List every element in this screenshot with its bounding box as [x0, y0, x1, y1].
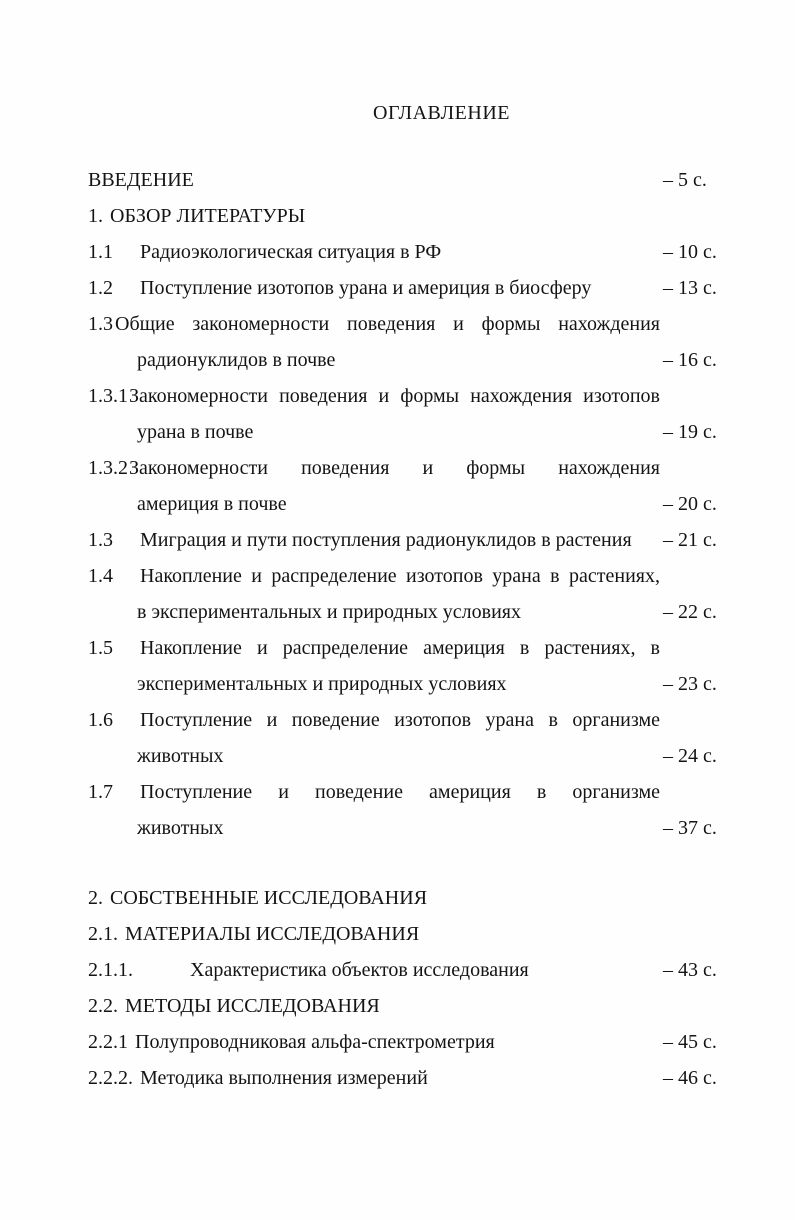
entry-number: 1.1	[88, 240, 113, 263]
table-of-contents	[0, 162, 795, 1096]
toc-entry-1-3-line1	[88, 306, 733, 342]
toc-entry-1-4-line1	[88, 558, 733, 594]
entry-number: 1.4	[88, 564, 113, 587]
toc-entry-1-3-2-line2	[88, 486, 733, 522]
entry-number: 1.6	[88, 708, 113, 731]
toc-entry-2-2-1	[88, 1024, 733, 1060]
entry-text-continuation: америция в почве	[137, 492, 287, 515]
entry-text-continuation: животных	[137, 744, 224, 767]
entry-text: МЕТОДЫ ИССЛЕДОВАНИЯ	[125, 994, 380, 1017]
toc-entry-1-6-line2	[88, 738, 733, 774]
toc-entry-2-1-1	[88, 952, 733, 988]
entry-number: 2.	[88, 886, 103, 909]
entry-text: Поступление изотопов урана и америция в биосферу	[140, 276, 592, 299]
entry-page: – 23 с.	[663, 672, 717, 695]
entry-text: Радиоэкологическая ситуация в РФ	[140, 240, 442, 263]
entry-text: Полупроводниковая альфа-спектрометрия	[135, 1030, 495, 1053]
toc-entry-1-5-line2	[88, 666, 733, 702]
toc-entry-vvedenie	[88, 162, 733, 198]
entry-number: 2.1.	[88, 922, 118, 945]
entry-page: – 13 с.	[663, 276, 717, 299]
toc-entry-1-1	[88, 234, 733, 270]
toc-entry-1-3-migration	[88, 522, 733, 558]
entry-page: – 16 с.	[663, 348, 717, 371]
entry-text-continuation: в экспериментальных и природных условиях	[137, 600, 521, 623]
entry-number: 1.7	[88, 780, 113, 803]
entry-page: – 37 с.	[663, 816, 717, 839]
entry-page: – 21 с.	[663, 528, 717, 551]
entry-number: 2.1.1.	[88, 958, 133, 981]
toc-entry-1-7-line1	[88, 774, 733, 810]
entry-text: Поступление и поведение изотопов урана в организме	[140, 708, 660, 731]
entry-page: – 20 с.	[663, 492, 717, 515]
toc-entry-1-3-1-line2	[88, 414, 733, 450]
entry-text: Закономерности поведения и формы нахождения изотопов	[129, 384, 660, 407]
entry-text: ВВЕДЕНИЕ	[88, 168, 194, 191]
toc-entry-1-3-line2	[88, 342, 733, 378]
entry-page: – 22 с.	[663, 600, 717, 623]
toc-entry-1-7-line2	[88, 810, 733, 846]
entry-text-continuation: радионуклидов в почве	[137, 348, 336, 371]
entry-page: – 10 с.	[663, 240, 717, 263]
entry-page: – 45 с.	[663, 1030, 717, 1053]
entry-page: – 43 с.	[663, 958, 717, 981]
toc-entry-1-4-line2	[88, 594, 733, 630]
entry-text-continuation: урана в почве	[137, 420, 254, 443]
entry-page: – 46 с.	[663, 1066, 717, 1089]
entry-number: 1.3.1	[88, 384, 128, 407]
page-title: ОГЛАВЛЕНИЕ	[373, 102, 510, 124]
toc-heading-2	[88, 880, 733, 916]
toc-heading-2-1	[88, 916, 733, 952]
entry-text-continuation: животных	[137, 816, 224, 839]
entry-text: Характеристика объектов исследования	[190, 958, 529, 981]
entry-number: 1.3.2	[88, 456, 128, 479]
entry-text: Закономерности поведения и формы нахождения	[129, 456, 660, 479]
toc-heading-1	[88, 198, 733, 234]
entry-text: Накопление и распределение изотопов урана в растениях,	[140, 564, 660, 587]
entry-number: 1.5	[88, 636, 113, 659]
entry-text: Поступление и поведение америция в организме	[140, 780, 660, 803]
entry-text: Методика выполнения измерений	[140, 1066, 428, 1089]
toc-entry-1-5-line1	[88, 630, 733, 666]
entry-number: 1.	[88, 204, 103, 227]
entry-text: Миграция и пути поступления радионуклидов в растения	[140, 528, 632, 551]
entry-text: Общие закономерности поведения и формы нахождения	[115, 312, 660, 335]
entry-text: СОБСТВЕННЫЕ ИССЛЕДОВАНИЯ	[110, 886, 428, 909]
entry-text: ОБЗОР ЛИТЕРАТУРЫ	[110, 204, 306, 227]
entry-page: – 5 с.	[663, 168, 707, 191]
toc-entry-1-3-1-line1	[88, 378, 733, 414]
entry-number: 2.2.2.	[88, 1066, 133, 1089]
toc-entry-1-6-line1	[88, 702, 733, 738]
toc-entry-1-2	[88, 270, 733, 306]
entry-number: 1.2	[88, 276, 113, 299]
entry-number: 1.3	[88, 528, 113, 551]
section-gap	[88, 846, 733, 880]
entry-page: – 19 с.	[663, 420, 717, 443]
entry-text: Накопление и распределение америция в растениях, в	[140, 636, 660, 659]
entry-page: – 24 с.	[663, 744, 717, 767]
entry-text-continuation: экспериментальных и природных условиях	[137, 672, 507, 695]
entry-text: МАТЕРИАЛЫ ИССЛЕДОВАНИЯ	[125, 922, 420, 945]
entry-number: 1.3	[88, 312, 113, 335]
entry-number: 2.2.1	[88, 1030, 128, 1053]
entry-number: 2.2.	[88, 994, 118, 1017]
toc-heading-2-2	[88, 988, 733, 1024]
toc-entry-1-3-2-line1	[88, 450, 733, 486]
toc-entry-2-2-2	[88, 1060, 733, 1096]
